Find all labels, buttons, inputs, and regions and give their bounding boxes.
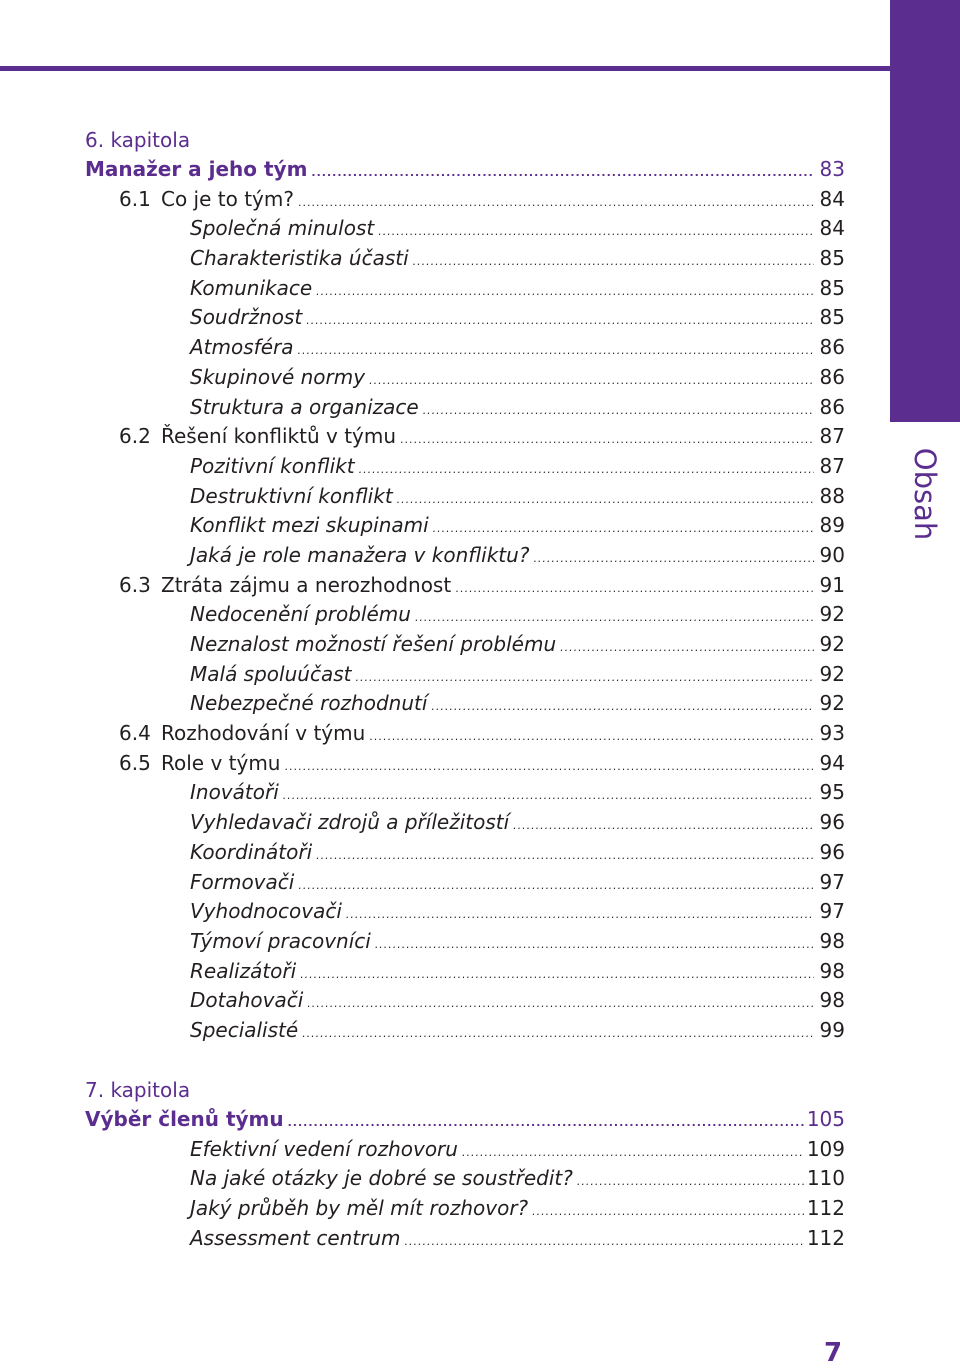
toc-entry-destruktivni-konflikt[interactable]	[85, 482, 845, 512]
page-ref: 99	[819, 1017, 845, 1042]
entry-title-group	[190, 393, 419, 423]
page-ref: 112	[806, 1225, 845, 1250]
section-number: 6.5	[119, 750, 151, 775]
entry-title: Jaká je role manažera v konfliktu?	[190, 542, 530, 567]
dot-leader	[405, 1227, 804, 1257]
entry-title-group	[190, 511, 429, 541]
toc-entry-nebezpecne-rozhodnuti[interactable]	[85, 689, 845, 719]
dot-leader	[359, 455, 814, 485]
dot-leader	[375, 930, 814, 960]
entry-title-group	[190, 660, 351, 690]
entry-title-group	[190, 274, 312, 304]
side-tab-label: Obsah	[908, 447, 942, 541]
page-ref: 95	[819, 780, 845, 805]
page-ref: 92	[819, 632, 845, 656]
dot-leader	[284, 752, 814, 782]
entry-title-group	[190, 363, 365, 393]
dot-leader	[462, 1138, 804, 1168]
page-ref: 85	[819, 275, 845, 300]
toc-entry-role-v-tymu[interactable]	[85, 749, 845, 779]
toc-entry-atmosfera[interactable]	[85, 333, 845, 363]
toc-entry-dotahovaci[interactable]	[85, 986, 845, 1016]
toc-entry-neznalost-moznosti-reseni-problemu[interactable]	[85, 630, 845, 660]
page-ref: 86	[819, 335, 845, 360]
dot-leader	[369, 722, 814, 752]
page-ref: 96	[819, 839, 845, 864]
page-ref: 84	[819, 216, 845, 241]
page-number: 7	[823, 1338, 843, 1368]
dot-leader	[316, 277, 814, 307]
dot-leader	[298, 188, 814, 218]
entry-title-group	[190, 600, 411, 630]
toc-entry-jaka-je-role-manazera-v-konfliktu[interactable]	[85, 541, 845, 571]
page-ref: 96	[819, 810, 845, 835]
dot-leader	[577, 1167, 804, 1197]
header-rule	[0, 66, 890, 71]
page-ref: 112	[806, 1196, 845, 1221]
page-ref: 91	[819, 572, 845, 597]
entry-title-group	[119, 422, 396, 452]
entry-title: Společná minulost	[190, 216, 375, 241]
page-ref: 86	[819, 364, 845, 389]
page-ref: 110	[806, 1166, 845, 1191]
entry-title-group	[190, 868, 294, 898]
chapter-7	[85, 1075, 845, 1253]
entry-title: Řešení konfliktů v týmu	[161, 424, 397, 449]
toc-entry-efektivni-vedeni-rozhovoru[interactable]	[85, 1135, 845, 1165]
page-ref: 93	[819, 721, 845, 746]
entry-title: Destruktivní konflikt	[190, 483, 393, 508]
toc-entry-spolecna-minulost[interactable]	[85, 214, 845, 244]
toc-entry-vyhledavaci-zdroju-a-prilezitosti[interactable]	[85, 808, 845, 838]
chapter-label: 7. kapitola	[85, 1078, 191, 1102]
dot-leader	[513, 811, 814, 841]
toc-entry-vyhodnocovaci[interactable]	[85, 897, 845, 927]
page-ref: 97	[819, 899, 845, 924]
entry-title: Skupinové normy	[190, 364, 366, 389]
toc-entry-reseni-konfliktu-v-tymu[interactable]	[85, 422, 845, 452]
entry-title-group	[190, 1164, 573, 1194]
toc-entry-assessment-centrum[interactable]	[85, 1224, 845, 1254]
page-ref: 83	[819, 157, 845, 181]
page-ref: 92	[819, 602, 845, 627]
page-ref: 94	[819, 750, 845, 775]
toc-entry-skupinove-normy[interactable]	[85, 363, 845, 393]
side-tab	[890, 0, 960, 422]
section-number: 6.2	[119, 424, 151, 449]
toc-entry-komunikace[interactable]	[85, 274, 845, 304]
entry-title-group	[190, 986, 303, 1016]
page-ref: 87	[819, 453, 845, 478]
entry-title-group	[190, 630, 556, 660]
toc-entry-manazer-a-jeho-tym[interactable]	[85, 155, 845, 185]
page-ref: 109	[806, 1136, 845, 1161]
entry-title: Role v týmu	[161, 750, 281, 775]
toc-entry-na-jake-otazky-je-dobre-se-soustredit[interactable]	[85, 1164, 845, 1194]
dot-leader	[316, 841, 814, 871]
entry-title: Soudržnost	[190, 305, 303, 330]
entry-title: Efektivní vedení rozhovoru	[190, 1136, 458, 1161]
entry-title: Vyhledavači zdrojů a příležitostí	[190, 810, 510, 835]
dot-leader	[307, 989, 814, 1019]
entry-title-group	[190, 1194, 528, 1224]
section-number: 6.1	[119, 186, 151, 211]
page-ref: 86	[819, 394, 845, 419]
entry-title: Formovači	[190, 869, 295, 894]
entry-title-group	[119, 719, 365, 749]
toc-entry-soudrznost[interactable]	[85, 303, 845, 333]
chapter-title: Výběr členů týmu	[85, 1107, 284, 1131]
entry-title: Dotahovači	[190, 988, 304, 1013]
entry-title-group	[190, 1135, 458, 1165]
entry-title-group	[190, 957, 296, 987]
toc-entry-struktura-a-organizace[interactable]	[85, 393, 845, 423]
entry-title: Realizátoři	[190, 958, 297, 983]
dot-leader	[400, 425, 814, 455]
page-ref: 88	[819, 483, 845, 508]
toc-entry-co-je-to-tym[interactable]	[85, 185, 845, 215]
toc-entry-ztrata-zajmu-a-nerozhodnost[interactable]	[85, 571, 845, 601]
dot-leader	[300, 960, 814, 990]
page-ref: 89	[819, 513, 845, 538]
entry-title-group	[190, 927, 371, 957]
entry-title: Atmosféra	[190, 335, 294, 360]
page-ref: 105	[806, 1107, 845, 1131]
page-ref: 98	[819, 988, 845, 1013]
page-ref: 98	[819, 958, 845, 983]
entry-title-group	[190, 333, 294, 363]
entry-title: Ztráta zájmu a nerozhodnost	[161, 572, 452, 597]
page-ref: 92	[819, 661, 845, 686]
toc-entry-tymovi-pracovnici[interactable]	[85, 927, 845, 957]
dot-leader	[369, 366, 814, 396]
entry-title: Týmoví pracovníci	[190, 928, 371, 953]
dot-leader	[346, 900, 814, 930]
toc-entry-charakteristika-ucasti[interactable]	[85, 244, 845, 274]
page-ref: 85	[819, 246, 845, 271]
entry-title-group	[190, 244, 409, 274]
section-number: 6.4	[119, 721, 151, 746]
entry-title: Specialisté	[190, 1017, 299, 1042]
entry-title-group	[190, 897, 342, 927]
entry-title-group	[190, 541, 529, 571]
page-ref: 97	[819, 869, 845, 894]
toc-entry-vyber-clenu-tymu[interactable]	[85, 1105, 845, 1135]
dot-leader	[533, 544, 814, 574]
toc-entry-specialiste[interactable]	[85, 1016, 845, 1046]
dot-leader	[560, 633, 814, 663]
chapter-label: 6. kapitola	[85, 128, 191, 152]
page-ref: 84	[819, 186, 845, 211]
dot-leader	[455, 574, 814, 604]
dot-leader	[311, 158, 814, 188]
dot-leader	[415, 603, 814, 633]
entry-title-group	[190, 689, 427, 719]
entry-title: Pozitivní konflikt	[190, 453, 355, 478]
entry-title: Struktura a organizace	[190, 394, 419, 419]
entry-title-group	[190, 808, 509, 838]
entry-title: Rozhodování v týmu	[161, 721, 366, 746]
entry-title: Inovátoři	[190, 780, 279, 805]
page-ref: 87	[819, 424, 845, 449]
entry-title: Nebezpečné rozhodnutí	[190, 691, 428, 716]
entry-title-group	[190, 838, 312, 868]
entry-title: Assessment centrum	[190, 1225, 401, 1250]
entry-title-group	[190, 482, 393, 512]
entry-title: Konflikt mezi skupinami	[190, 513, 429, 538]
toc-entry-konflikt-mezi-skupinami[interactable]	[85, 511, 845, 541]
entry-title-group	[119, 185, 294, 215]
toc-entry-jaky-prubeh-by-mel-mit-rozhovor[interactable]	[85, 1194, 845, 1224]
entry-title-group	[119, 571, 451, 601]
toc-entry-formovaci[interactable]	[85, 868, 845, 898]
entry-title: Na jaké otázky je dobré se soustředit?	[190, 1166, 573, 1191]
entry-title-group	[190, 778, 279, 808]
dot-leader	[283, 781, 814, 811]
dot-leader	[378, 217, 814, 247]
entry-title-group	[119, 749, 280, 779]
dot-leader	[355, 663, 814, 693]
dot-leader	[532, 1197, 804, 1227]
page-ref: 98	[819, 928, 845, 953]
entry-title: Jaký průběh by měl mít rozhovor?	[190, 1196, 529, 1221]
section-number: 6.3	[119, 572, 151, 597]
dot-leader	[288, 1108, 804, 1138]
toc-entry-realizatori[interactable]	[85, 957, 845, 987]
entry-title-group	[190, 452, 355, 482]
dot-leader	[433, 514, 814, 544]
dot-leader	[298, 336, 815, 366]
toc-entry-inovatori[interactable]	[85, 778, 845, 808]
dot-leader	[423, 396, 814, 426]
entry-title: Koordinátoři	[190, 839, 313, 864]
chapter-title: Manažer a jeho tým	[85, 157, 308, 181]
entry-title-group	[190, 1224, 401, 1254]
chapter-6	[85, 125, 845, 1046]
entry-title-group	[190, 214, 374, 244]
dot-leader	[306, 306, 814, 336]
entry-title-group	[190, 1016, 298, 1046]
dot-leader	[397, 485, 814, 515]
dot-leader	[431, 692, 814, 722]
toc-entry-koordinatori[interactable]	[85, 838, 845, 868]
dot-leader	[413, 247, 814, 277]
dot-leader	[298, 871, 814, 901]
dot-leader	[302, 1019, 814, 1049]
toc-entry-nedoceneni-problemu[interactable]	[85, 600, 845, 630]
entry-title: Co je to tým?	[161, 186, 294, 211]
page-ref: 92	[819, 691, 845, 716]
page-ref: 90	[819, 542, 845, 567]
entry-title: Vyhodnocovači	[190, 899, 342, 924]
toc-entry-rozhodovani-v-tymu[interactable]	[85, 719, 845, 749]
page-ref: 85	[819, 305, 845, 330]
entry-title-group	[190, 303, 302, 333]
toc-entry-pozitivni-konflikt[interactable]	[85, 452, 845, 482]
entry-title: Komunikace	[190, 275, 313, 300]
toc-entry-mala-spoluucast[interactable]	[85, 660, 845, 690]
entry-title: Malá spoluúčast	[190, 661, 352, 686]
entry-title: Neznalost možností řešení problému	[190, 632, 557, 656]
entry-title: Nedocenění problému	[190, 602, 411, 627]
entry-title: Charakteristika účasti	[190, 246, 409, 271]
